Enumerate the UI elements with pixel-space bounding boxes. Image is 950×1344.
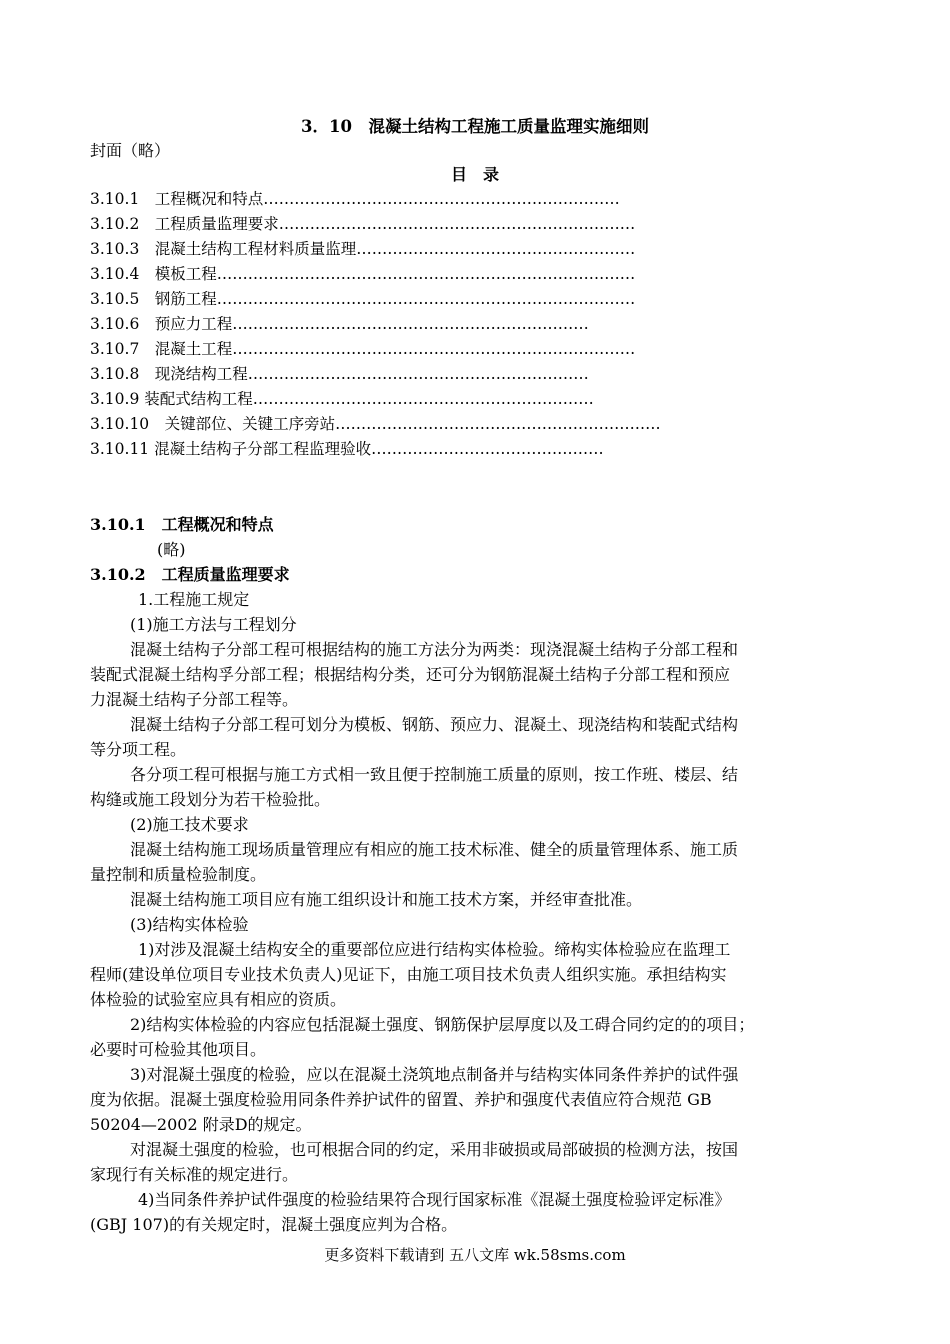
paragraph-line: 构缝或施工段划分为若干检验批。: [90, 790, 331, 809]
section-heading-2: 3.10.2 工程质量监理要求: [90, 565, 290, 584]
paragraph-line: 混凝土结构子分部工程可根据结构的施工方法分为两类：现浇混凝土结构子分部工程和: [130, 640, 739, 659]
footer-link[interactable]: 更多资料下载请到 五八文库 wk.58sms.com: [324, 1246, 626, 1264]
paragraph-line: (GBJ 107)的有关规定时，混凝土强度应判为合格。: [90, 1215, 458, 1234]
paragraph-line: 力混凝土结构子分部工程等。: [90, 690, 299, 709]
toc-heading: 目 录: [450, 165, 499, 184]
toc-item: 3.10.8 现浇结构工程…………………………………………………………: [90, 365, 589, 383]
paragraph-line: 必要时可检验其他项目。: [90, 1040, 267, 1059]
toc-item: 3.10.6 预应力工程……………………………………………………………: [90, 315, 589, 333]
toc-item: 3.10.11 混凝土结构子分部工程监理验收………………………………………: [90, 440, 604, 458]
paragraph-line: 家现行有关标准的规定进行。: [90, 1165, 299, 1184]
paragraph-line: 程师(建设单位项目专业技术负责人)见证下，由施工项目技术负责人组织实施。承担结构实: [90, 965, 727, 984]
paragraph-line: 量控制和质量检验制度。: [90, 865, 267, 884]
paragraph-line: 50204—2002 附录D的规定。: [90, 1115, 312, 1134]
cover-note: 封面（略）: [90, 141, 171, 160]
subheading: (2)施工技术要求: [130, 815, 249, 834]
paragraph-line: 各分项工程可根据与施工方式相一致且便于控制施工质量的原则，按工作班、楼层、结: [130, 765, 739, 784]
paragraph-line: 混凝土结构施工现场质量管理应有相应的施工技术标准、健全的质量管理体系、施工质: [130, 840, 739, 859]
paragraph-line: 3)对混凝土强度的检验，应以在混凝土浇筑地点制备并与结构实体同条件养护的试件强: [130, 1065, 739, 1084]
paragraph-line: 装配式混凝土结构孚分部工程；根据结构分类，还可分为钢筋混凝土结构子分部工程和预应: [90, 665, 731, 684]
paragraph-line: 4)当同条件养护试件强度的检验结果符合现行国家标准《混凝土强度检验评定标准》: [138, 1190, 731, 1209]
toc-item: 3.10.10 关键部位、关键工序旁站………………………………………………………: [90, 415, 661, 433]
subheading: (3)结构实体检验: [130, 915, 249, 934]
section-1-body: (略): [157, 540, 186, 559]
toc-item: 3.10.5 钢筋工程………………………………………………………………………: [90, 290, 636, 308]
doc-title: 3．10 混凝土结构工程施工质量监理实施细则: [301, 117, 649, 136]
paragraph-line: 体检验的试验室应具有相应的资质。: [90, 990, 347, 1009]
toc-item: 3.10.9 装配式结构工程…………………………………………………………: [90, 390, 594, 408]
paragraph-line: 混凝土结构子分部工程可划分为模板、钢筋、预应力、混凝土、现浇结构和装配式结构: [130, 715, 739, 734]
toc-item: 3.10.1 工程概况和特点……………………………………………………………: [90, 190, 620, 208]
paragraph-line: 等分项工程。: [90, 740, 187, 759]
subheading: (1)施工方法与工程划分: [130, 615, 297, 634]
paragraph-line: 对混凝土强度的检验，也可根据合同的约定，采用非破损或局部破损的检测方法，按国: [130, 1140, 739, 1159]
toc-item: 3.10.2 工程质量监理要求……………………………………………………………: [90, 215, 636, 233]
paragraph-line: 混凝土结构施工项目应有施工组织设计和施工技术方案，并经审查批准。: [130, 890, 643, 909]
subheading: 1.工程施工规定: [138, 590, 250, 609]
paragraph-line: 度为依据。混凝土强度检验用同条件养护试件的留置、养护和强度代表值应符合规范 GB: [90, 1090, 712, 1109]
section-heading-1: 3.10.1 工程概况和特点: [90, 515, 274, 534]
toc-item: 3.10.4 模板工程………………………………………………………………………: [90, 265, 636, 283]
toc-item: 3.10.3 混凝土结构工程材料质量监理………………………………………………: [90, 240, 636, 258]
paragraph-line: 2)结构实体检验的内容应包括混凝土强度、钢筋保护层厚度以及工碍合同约定的的项目；: [130, 1015, 755, 1034]
toc-item: 3.10.7 混凝土工程……………………………………………………………………: [90, 340, 636, 358]
paragraph-line: 1)对涉及混凝土结构安全的重要部位应进行结构实体检验。缔构实体检验应在监理工: [138, 940, 731, 959]
